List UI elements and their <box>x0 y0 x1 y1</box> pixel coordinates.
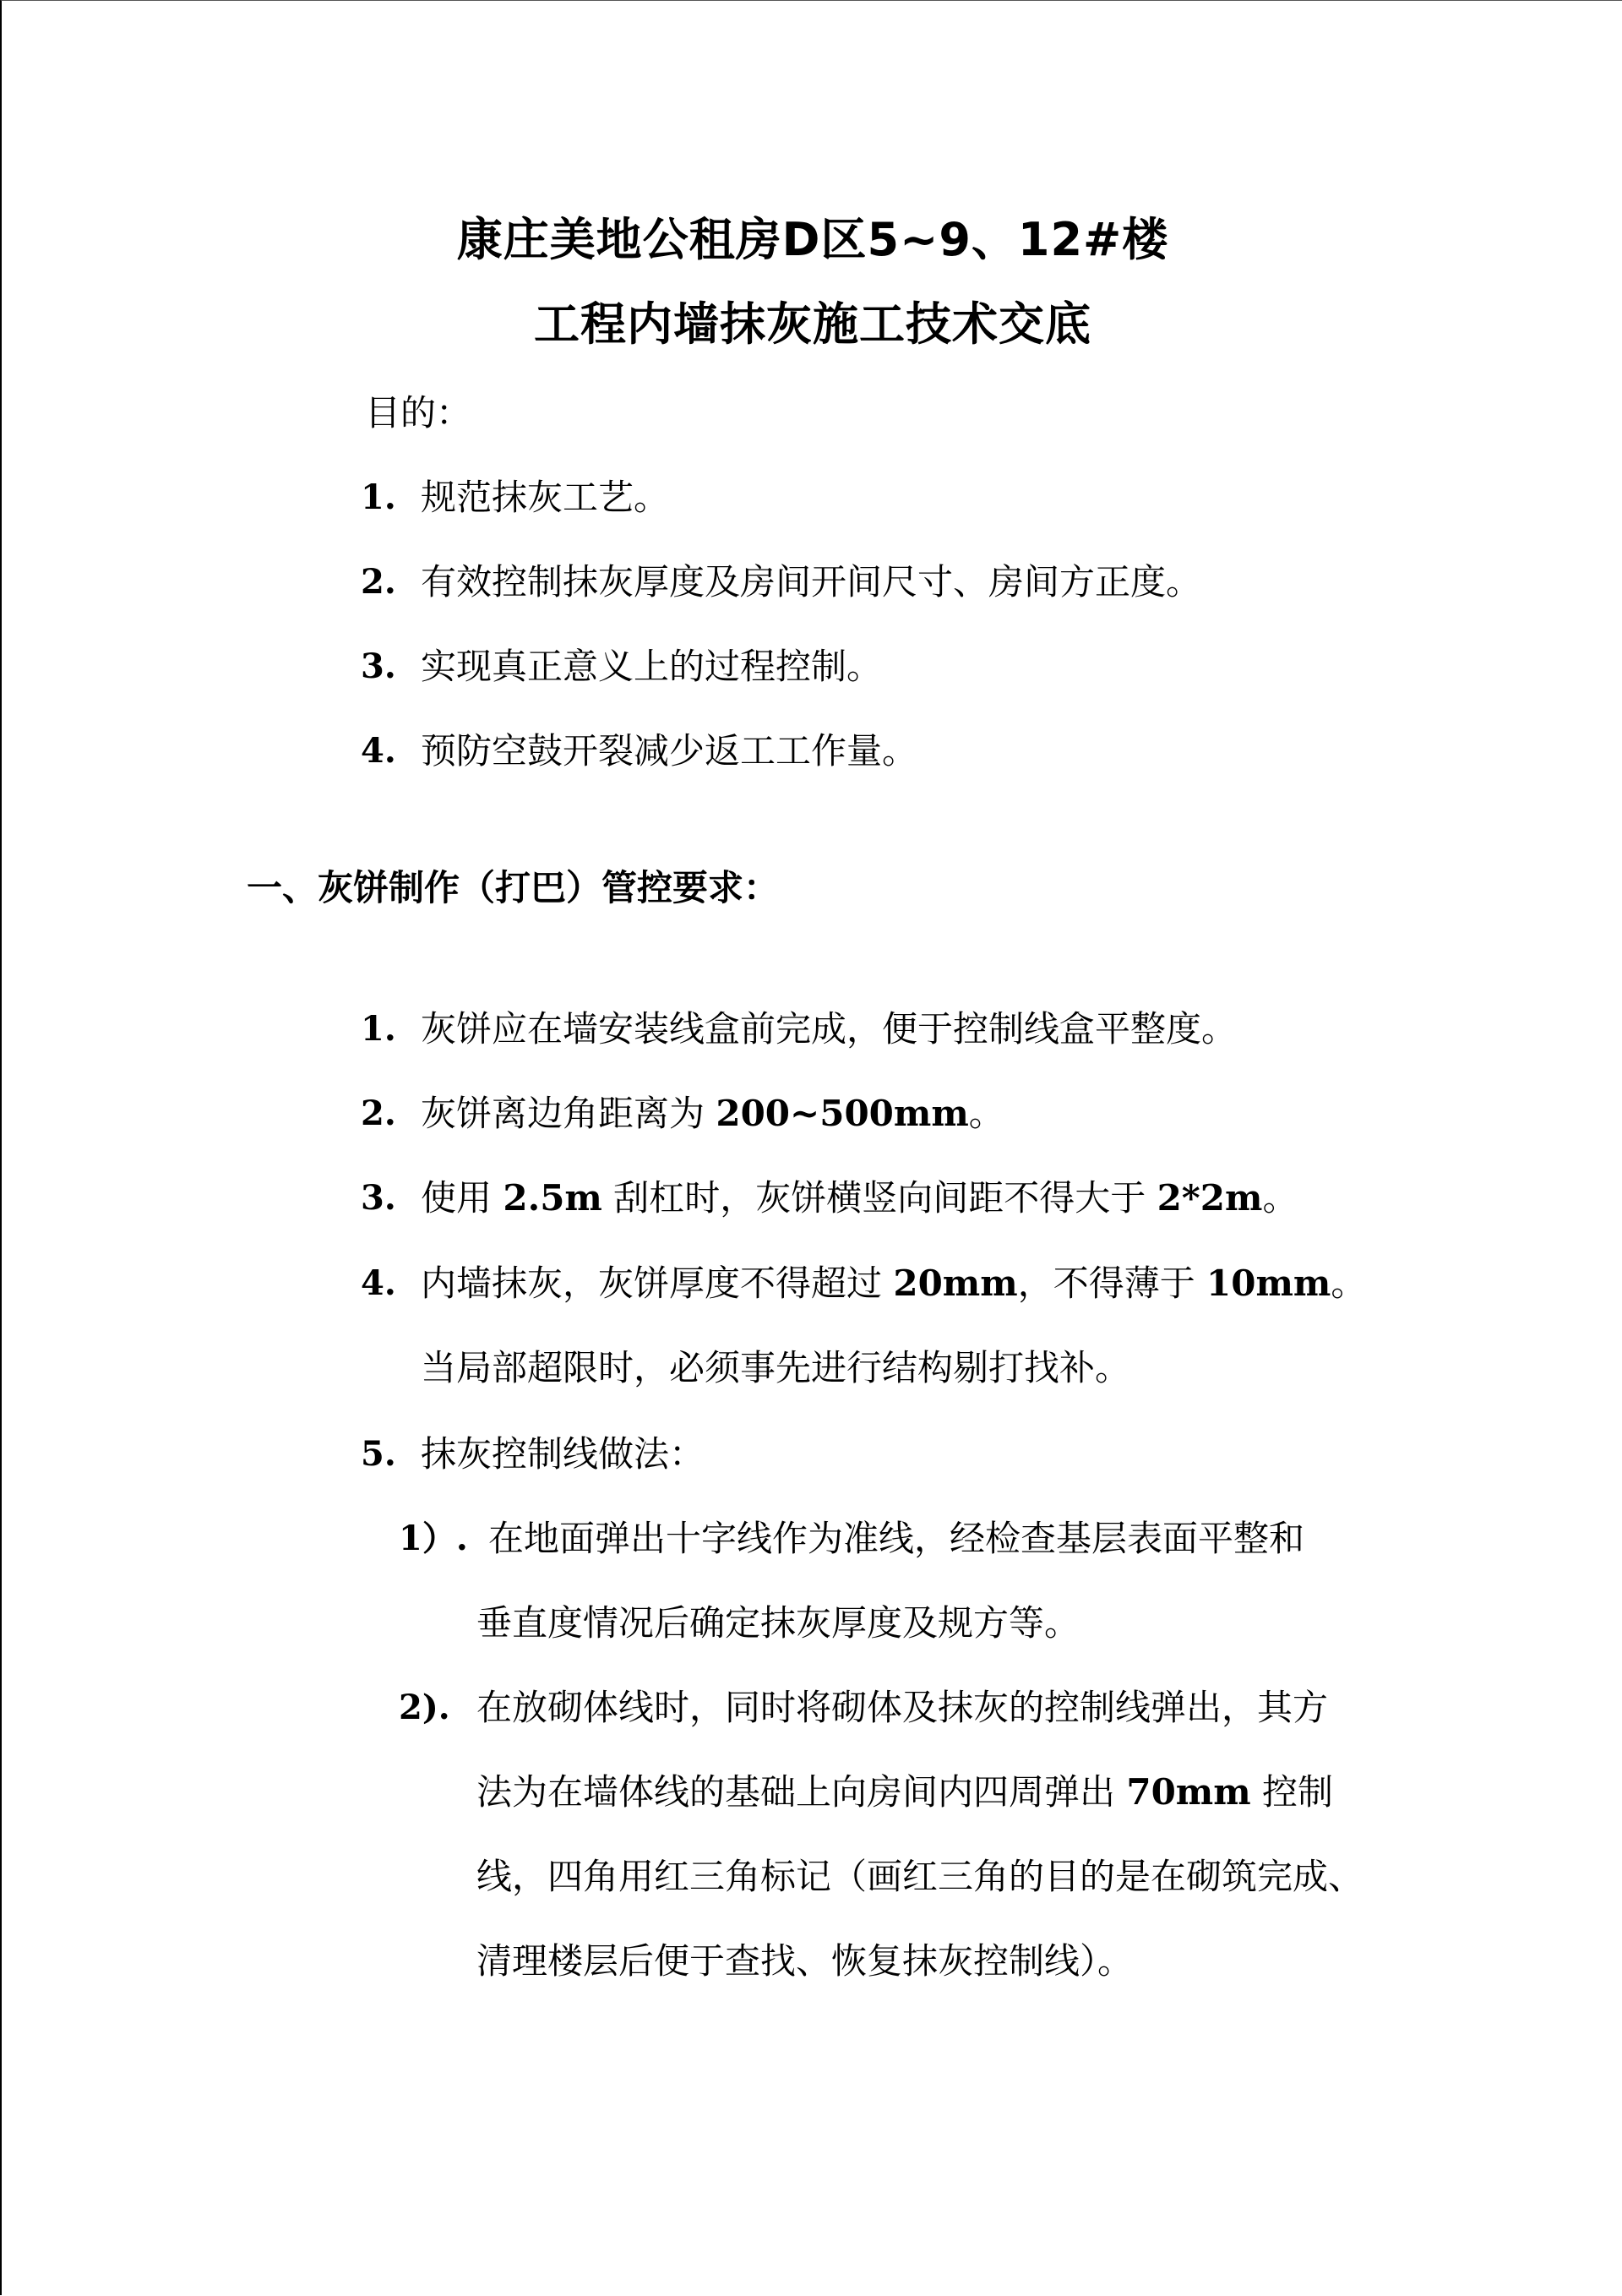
list-item: 使用 2.5m 刮杠时，灰饼横竖向间距不得大于 2*2m。 <box>421 1177 1298 1219</box>
list-item-continuation: 当局部超限时，必须事先进行结构剔打找补。 <box>421 1347 1131 1388</box>
list-item: 灰饼应在墙安装线盒前完成，便于控制线盒平整度。 <box>421 1008 1238 1050</box>
document-title-line-2: 工程内墙抹灰施工技术交底 <box>534 297 1091 351</box>
list-number: 3. <box>361 1178 396 1218</box>
list-item: 有效控制抹灰厚度及房间开间尺寸、房间方正度。 <box>421 561 1202 603</box>
list-number: 3. <box>361 646 396 686</box>
list-number: 1. <box>361 477 396 517</box>
sub-list-item: 在地面弹出十字线作为准线，经检查基层表面平整和 <box>488 1518 1305 1559</box>
list-item: 预防空鼓开裂减少返工工作量。 <box>421 730 918 772</box>
sub-list-item-continuation: 法为在墙体线的基础上向房间内四周弹出 70mm 控制 <box>476 1771 1334 1813</box>
section-heading: 一、灰饼制作（打巴）管控要求： <box>247 867 780 908</box>
list-item: 抹灰控制线做法： <box>421 1433 705 1475</box>
list-item: 规范抹灰工艺。 <box>421 477 670 518</box>
sub-list-number: 2). <box>399 1688 450 1727</box>
list-item: 内墙抹灰，灰饼厚度不得超过 20mm，不得薄于 10mm。 <box>421 1263 1367 1304</box>
sub-list-item-continuation: 线，四角用红三角标记（画红三角的目的是在砌筑完成、 <box>476 1856 1364 1897</box>
list-number: 4. <box>361 731 396 771</box>
list-item: 灰饼离边角距离为 200~500mm。 <box>421 1093 1004 1134</box>
purpose-heading: 目的： <box>365 392 472 434</box>
list-number: 2. <box>361 562 396 602</box>
document-title-line-1: 康庄美地公租房D区5~9、12#楼 <box>456 213 1169 266</box>
list-item: 实现真正意义上的过程控制。 <box>421 646 883 687</box>
sub-list-item: 在放砌体线时，同时将砌体及抹灰的控制线弹出，其方 <box>476 1687 1329 1728</box>
list-number: 5. <box>361 1434 396 1474</box>
sub-list-item-continuation: 清理楼层后便于查找、恢复抹灰控制线）。 <box>476 1940 1134 1982</box>
list-number: 2. <box>361 1093 396 1133</box>
sub-list-item-continuation: 垂直度情况后确定抹灰厚度及规方等。 <box>476 1602 1080 1644</box>
list-number: 1. <box>361 1009 396 1049</box>
list-number: 4. <box>361 1263 396 1303</box>
sub-list-number: 1）. <box>399 1519 468 1558</box>
